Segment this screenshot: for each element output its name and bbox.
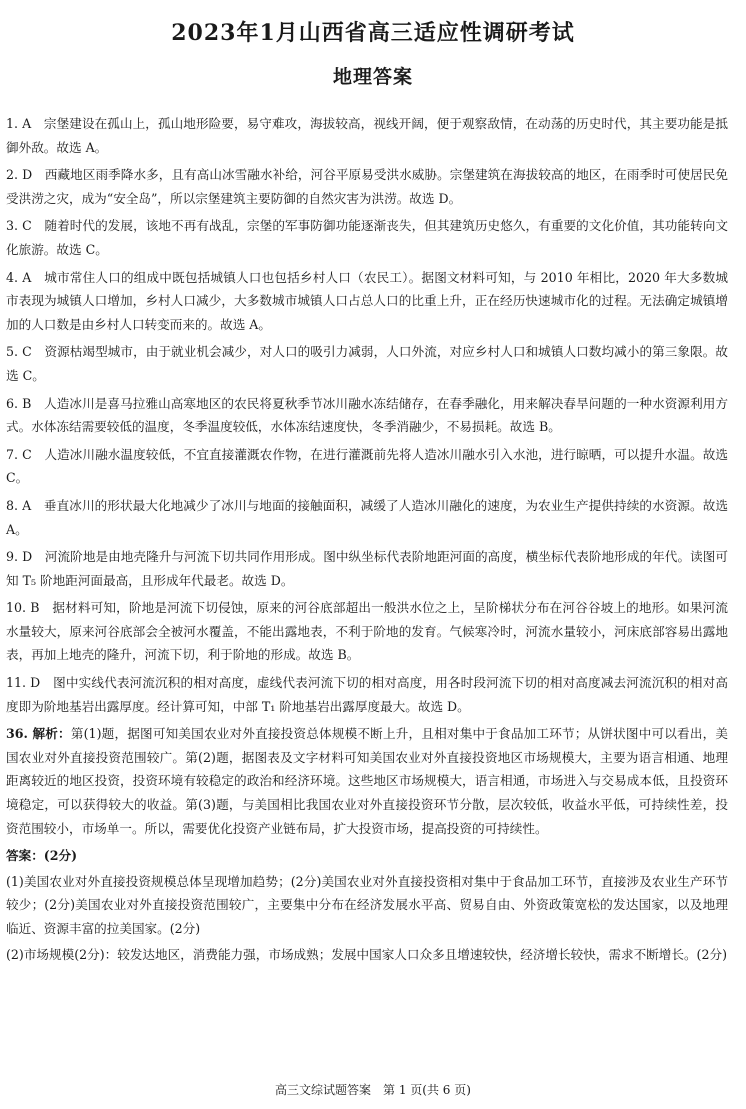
question-36-answer-1: (1)美国农业对外直接投资规模总体呈现增加趋势；(2分)美国农业对外直接投资相对集中于食品加工环节，直接涉及农业生产环节较少；(2分)美国农业对外直接投资范围较广，主要集中分布在经济发展水平高、贸易自由、外资政策宽松的发达国家，以及地理临近、资源丰富的拉美国家。(2分) (6, 873, 728, 936)
answer-item-7: 7. C 人造冰川融水温度较低，不宜直接灌溉农作物，在进行灌溉前先将人造冰川融水引入水池，进行晾晒，可以提升水温。故选 C。 (6, 446, 728, 486)
answer-item-8: 8. A 垂直冰川的形状最大化地减少了冰川与地面的接触面积，减缓了人造冰川融化的速度，为农业生产提供持续的水资源。故选 A。 (6, 497, 728, 537)
question-36-answer-label: 答案：(2分) (6, 848, 78, 864)
question-36-answer-2: (2)市场规模(2分)：较发达地区，消费能力强，市场成熟；发展中国家人口众多且增速较快，经济增长较快，需求不断增长。(2分) (6, 946, 727, 962)
answer-item-4: 4. A 城市常住人口的组成中既包括城镇人口也包括乡村人口（农民工）。据图文材料可知，与 2010 年相比，2020 年大多数城市表现为城镇人口增加，乡村人口减少，大多数城市城镇人口占总人口的比重上升，正在经历快速城市化的过程。无法确定城镇增加的人口数是由乡村人口转变而来的。故选 A。 (6, 269, 728, 332)
exam-title: 2023年1月山西省高三适应性调研考试 (171, 20, 575, 46)
answer-item-9: 9. D 河流阶地是由地壳隆升与河流下切共同作用形成。图中纵坐标代表阶地距河面的高度，横坐标代表阶地形成的年代。读图可知 T₅ 阶地距河面最高，且形成年代最老。故选 D。 (6, 549, 728, 588)
page-footer: 高三文综试题答案 第 1 页(共 6 页) (275, 1083, 471, 1097)
question-36-analysis-text: 第(1)题，据图可知美国农业对外直接投资总体规模不断上升，且相对集中于食品加工环节；从饼状图中可以看出，美国农业对外直接投资范围较广。第(2)题，据图表及文字材料可知美国农业对外直接投资地区市场规模大，主要为语言相通、地理距离较近的地区投资，投资环境有较稳定的政治和经济环境。这些地区市场规模大，语言相通，市场进入与交易成本低，且投资环境稳定，可以获得较大的收益。第(3)题，与美国相比我国农业对外直接投资环节分散，层次较低，收益水平低，可持续性差，投资范围较小，市场单一。所以，需要优化投资产业链布局，扩大投资市场，提高投资的可持续性。 (6, 726, 729, 836)
question-36-analysis (6, 722, 728, 840)
answer-item-2: 2. D 西藏地区雨季降水多，且有高山冰雪融水补给，河谷平原易受洪水威胁。宗堡建筑在海拔较高的地区，在雨季时可使居民免受洪涝之灾，成为“安全岛”，所以宗堡建筑主要防御的自然灾害为洪涝。故选 D。 (6, 167, 728, 206)
answer-item-6: 6. B 人造冰川是喜马拉雅山高寒地区的农民将夏秋季节冰川融水冻结储存，在春季融化，用来解决春旱问题的一种水资源利用方式。水体冻结需要较低的温度，冬季温度较低，水体冻结速度快，冬季消融少，不易损耗。故选 B。 (6, 395, 728, 435)
question-36-label: 36. 解析： (6, 726, 71, 742)
answer-item-3: 3. C 随着时代的发展，该地不再有战乱，宗堡的军事防御功能逐渐丧失，但其建筑历史悠久，有重要的文化价值，其功能转向文化旅游。故选 C。 (6, 218, 728, 257)
answer-item-10: 10. B 据材料可知，阶地是河流下切侵蚀，原来的河谷底部超出一般洪水位之上，呈阶梯状分布在河谷谷坡上的地形。如果河流水量较大，原来河谷底部会全被河水覆盖，不能出露地表，不利于阶地的发育。气候寒冷时，河流水量较小，河床底部容易出露地表，再加上地壳的隆升，河流下切，利于阶地的形成。故选 B。 (6, 600, 728, 663)
answer-body (6, 112, 728, 968)
answer-item-11: 11. D 图中实线代表河流沉积的相对高度，虚线代表河流下切的相对高度，用各时段河流下切的相对高度减去河流沉积的相对高度即为阶地基岩出露厚度。经计算可知，中部 T₁ 阶地基岩出露厚度最大。故选 D。 (6, 675, 728, 714)
subject-title: 地理答案 (332, 66, 413, 88)
answer-item-5: 5. C 资源枯竭型城市，由于就业机会减少，对人口的吸引力减弱，人口外流，对应乡村人口和城镇人口数均减小的第三象限。故选 C。 (6, 344, 728, 383)
answer-item-1: 1. A 宗堡建设在孤山上，孤山地形险要，易守难攻，海拔较高，视线开阔，便于观察敌情，在动荡的历史时代，其主要功能是抵御外敌。故选 A。 (6, 116, 728, 155)
